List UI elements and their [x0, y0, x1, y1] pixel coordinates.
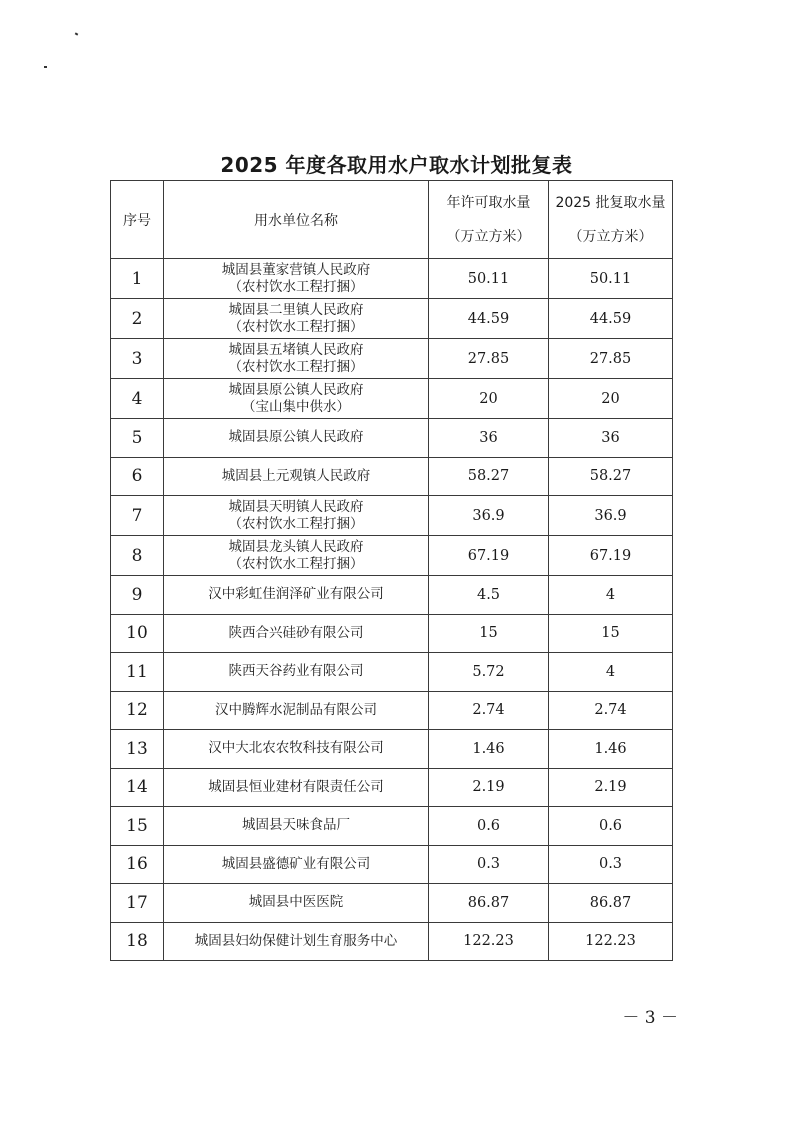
approved-2025-cell: 67.19	[549, 536, 673, 576]
annual-permit-cell: 2.74	[429, 691, 549, 730]
table-row	[111, 807, 673, 846]
approved-2025-cell: 50.11	[549, 259, 673, 299]
serial-no-cell: 16	[111, 845, 164, 884]
unit-name-cell	[164, 884, 429, 923]
scan-speck	[75, 32, 79, 35]
unit-name-line: 城固县上元观镇人民政府	[221, 467, 371, 484]
table-row	[111, 339, 673, 379]
annual-permit-cell: 20	[429, 379, 549, 419]
table-row	[111, 922, 673, 961]
unit-name-line: 汉中彩虹佳润泽矿业有限公司	[208, 586, 384, 603]
unit-name-cell	[164, 576, 429, 615]
document-title: 2025 年度各取用水户取水计划批复表	[220, 153, 573, 177]
table-header-row	[111, 181, 673, 259]
unit-name-note: （宝山集中供水）	[242, 398, 350, 415]
unit-name-line: 城固县中医医院	[248, 894, 344, 911]
header-2025-approved	[549, 181, 673, 259]
unit-name-cell	[164, 768, 429, 807]
unit-name-cell	[164, 259, 429, 299]
approved-2025-cell: 36.9	[549, 496, 673, 536]
unit-name-line: 城固县盛德矿业有限公司	[221, 855, 371, 872]
annual-permit-cell: 50.11	[429, 259, 549, 299]
approved-2025-cell: 86.87	[549, 884, 673, 923]
annual-permit-cell: 44.59	[429, 299, 549, 339]
annual-permit-cell: 1.46	[429, 730, 549, 769]
serial-no-cell: 10	[111, 614, 164, 653]
table-row	[111, 730, 673, 769]
unit-name-line: 城固县妇幼保健计划生育服务中心	[194, 932, 398, 949]
table-row	[111, 691, 673, 730]
serial-no-cell: 8	[111, 536, 164, 576]
unit-name-line: 陕西合兴硅砂有限公司	[228, 624, 364, 641]
annual-permit-cell: 36	[429, 419, 549, 458]
serial-no-cell: 12	[111, 691, 164, 730]
unit-name-cell	[164, 922, 429, 961]
table-row	[111, 379, 673, 419]
unit-name-line: 城固县天味食品厂	[242, 817, 350, 834]
serial-no-cell: 9	[111, 576, 164, 615]
unit-name-line: 汉中腾辉水泥制品有限公司	[215, 701, 377, 718]
annual-permit-cell: 4.5	[429, 576, 549, 615]
table-row	[111, 576, 673, 615]
unit-name-line: 城固县龙头镇人民政府	[228, 538, 364, 555]
serial-no-cell: 1	[111, 259, 164, 299]
unit-name-note: （农村饮水工程打捆）	[228, 555, 364, 572]
approved-2025-cell: 36	[549, 419, 673, 458]
unit-name-cell	[164, 457, 429, 496]
header-2025-approved-label: 2025 批复取水量	[555, 194, 666, 211]
approved-2025-cell: 4	[549, 653, 673, 692]
serial-no-cell: 13	[111, 730, 164, 769]
unit-name-cell	[164, 653, 429, 692]
header-2025-approved-unit: （万立方米）	[568, 228, 653, 245]
annual-permit-cell: 27.85	[429, 339, 549, 379]
annual-permit-cell: 0.6	[429, 807, 549, 846]
unit-name-note: （农村饮水工程打捆）	[228, 358, 364, 375]
table-row	[111, 496, 673, 536]
table-row	[111, 614, 673, 653]
annual-permit-cell: 122.23	[429, 922, 549, 961]
serial-no-cell: 5	[111, 419, 164, 458]
serial-no-cell: 17	[111, 884, 164, 923]
unit-name-line: 城固县五堵镇人民政府	[228, 341, 364, 358]
header-annual-permit-unit: （万立方米）	[446, 228, 531, 245]
approved-2025-cell: 1.46	[549, 730, 673, 769]
annual-permit-cell: 15	[429, 614, 549, 653]
approved-2025-cell: 0.6	[549, 807, 673, 846]
page-number: － 3 －	[622, 1008, 678, 1028]
unit-name-cell	[164, 730, 429, 769]
approved-2025-cell: 2.74	[549, 691, 673, 730]
unit-name-line: 城固县原公镇人民政府	[228, 381, 364, 398]
approved-2025-cell: 27.85	[549, 339, 673, 379]
table-row	[111, 536, 673, 576]
table-row	[111, 419, 673, 458]
table-row	[111, 768, 673, 807]
water-plan-table	[110, 180, 673, 961]
annual-permit-cell: 58.27	[429, 457, 549, 496]
unit-name-line: 城固县董家营镇人民政府	[221, 261, 371, 278]
table-row	[111, 884, 673, 923]
serial-no-cell: 11	[111, 653, 164, 692]
approved-2025-cell: 0.3	[549, 845, 673, 884]
annual-permit-cell: 86.87	[429, 884, 549, 923]
unit-name-line: 汉中大北农农牧科技有限公司	[208, 740, 384, 757]
unit-name-cell	[164, 379, 429, 419]
serial-no-cell: 14	[111, 768, 164, 807]
header-unit-name: 用水单位名称	[164, 181, 429, 259]
unit-name-cell	[164, 419, 429, 458]
approved-2025-cell: 44.59	[549, 299, 673, 339]
unit-name-line: 城固县二里镇人民政府	[228, 301, 364, 318]
serial-no-cell: 3	[111, 339, 164, 379]
serial-no-cell: 15	[111, 807, 164, 846]
unit-name-note: （农村饮水工程打捆）	[228, 278, 364, 295]
serial-no-cell: 7	[111, 496, 164, 536]
annual-permit-cell: 5.72	[429, 653, 549, 692]
unit-name-note: （农村饮水工程打捆）	[228, 515, 364, 532]
table-row	[111, 299, 673, 339]
unit-name-line: 城固县原公镇人民政府	[228, 429, 364, 446]
unit-name-cell	[164, 496, 429, 536]
unit-name-cell	[164, 691, 429, 730]
table-row	[111, 457, 673, 496]
unit-name-note: （农村饮水工程打捆）	[228, 318, 364, 335]
approved-2025-cell: 2.19	[549, 768, 673, 807]
approved-2025-cell: 20	[549, 379, 673, 419]
unit-name-line: 陕西天谷药业有限公司	[228, 663, 364, 680]
serial-no-cell: 4	[111, 379, 164, 419]
approved-2025-cell: 122.23	[549, 922, 673, 961]
approved-2025-cell: 15	[549, 614, 673, 653]
approved-2025-cell: 4	[549, 576, 673, 615]
table-row	[111, 259, 673, 299]
serial-no-cell: 18	[111, 922, 164, 961]
annual-permit-cell: 2.19	[429, 768, 549, 807]
annual-permit-cell: 36.9	[429, 496, 549, 536]
table-row	[111, 845, 673, 884]
unit-name-line: 城固县天明镇人民政府	[228, 498, 364, 515]
header-annual-permit-label: 年许可取水量	[446, 194, 531, 211]
unit-name-cell	[164, 299, 429, 339]
annual-permit-cell: 0.3	[429, 845, 549, 884]
unit-name-cell	[164, 807, 429, 846]
scan-speck	[44, 66, 47, 68]
unit-name-cell	[164, 614, 429, 653]
unit-name-cell	[164, 339, 429, 379]
header-annual-permit	[429, 181, 549, 259]
unit-name-cell	[164, 845, 429, 884]
annual-permit-cell: 67.19	[429, 536, 549, 576]
serial-no-cell: 2	[111, 299, 164, 339]
unit-name-line: 城固县恒业建材有限责任公司	[208, 778, 384, 795]
serial-no-cell: 6	[111, 457, 164, 496]
header-serial-no: 序号	[111, 181, 164, 259]
approved-2025-cell: 58.27	[549, 457, 673, 496]
table-row	[111, 653, 673, 692]
unit-name-cell	[164, 536, 429, 576]
